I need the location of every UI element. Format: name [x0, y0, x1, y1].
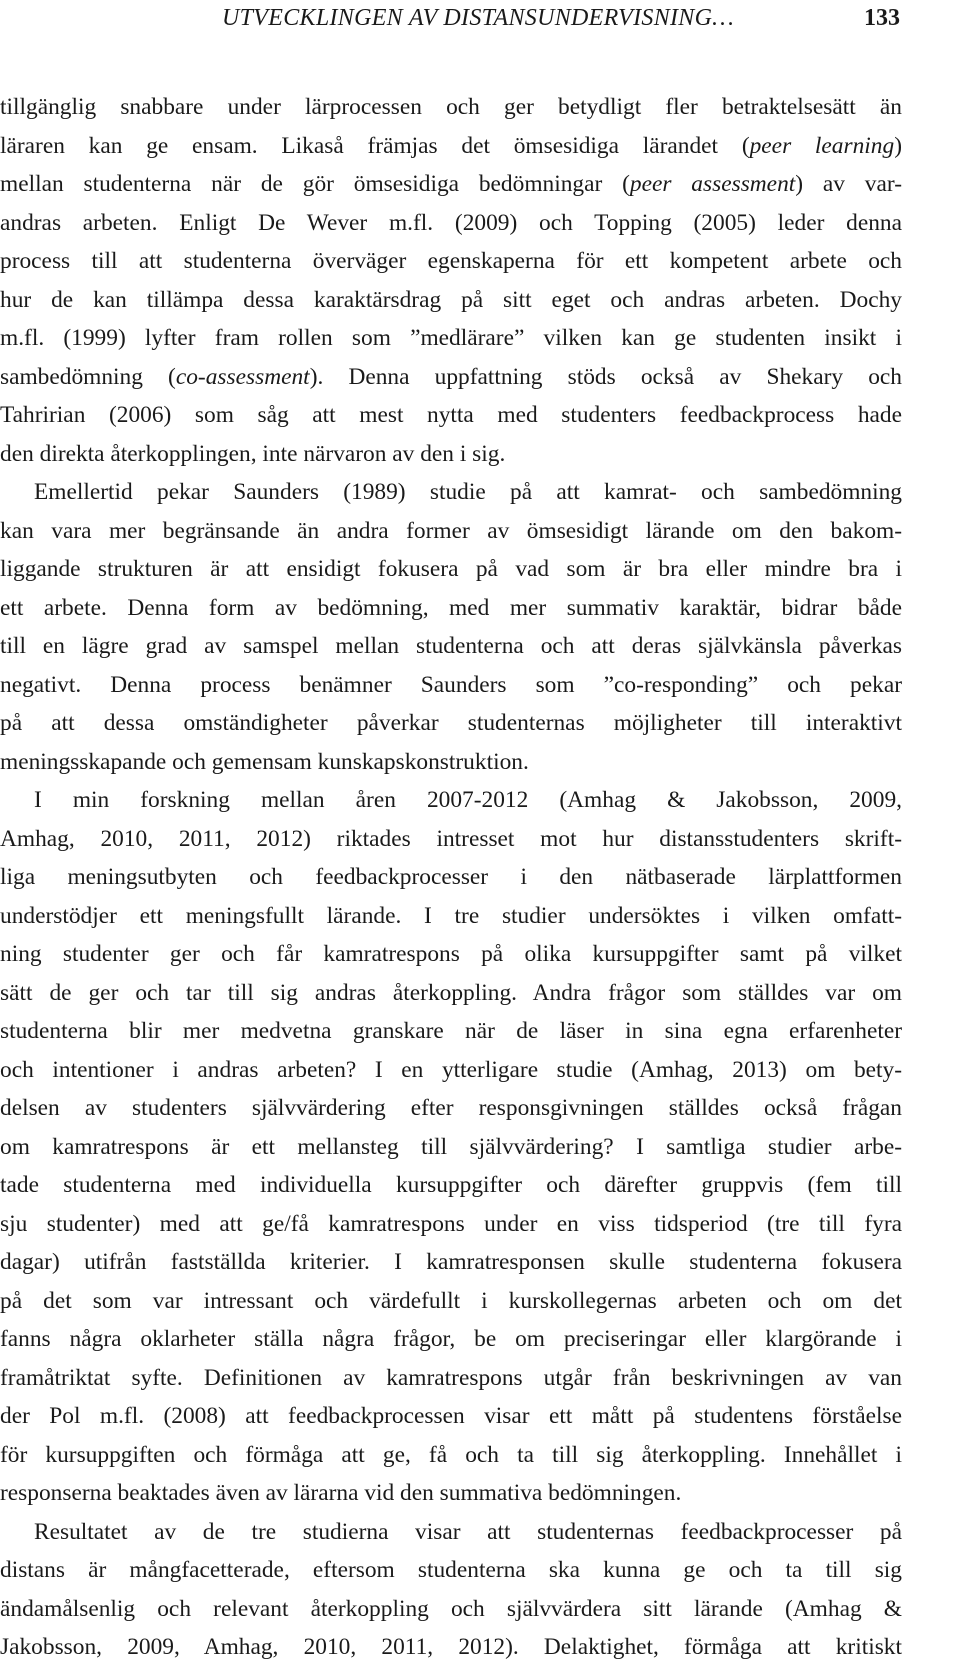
body-text: [0, 88, 902, 1667]
text-line: framåtriktat syfte. Definitionen av kamratrespons utgår från beskrivningen av van: [0, 1364, 902, 1391]
text-line: fanns några oklarheter ställa några frågor, be om preciseringar eller klargörande i: [0, 1326, 902, 1352]
text-line: Tahririan (2006) som såg att mest nytta med studenters feedbackprocess hade: [0, 402, 902, 428]
text-line: negativt. Denna process benämner Saunders som ”co-responding” och pekar: [0, 671, 902, 698]
text-line: m.fl. (1999) lyfter fram rollen som ”medlärare” vilken kan ge studenten insikt i: [0, 325, 902, 351]
text-line: der Pol m.fl. (2008) att feedbackprocessen visar ett mått på studentens förståelse: [0, 1403, 902, 1429]
text-line: sju studenter) med att ge/få kamratrespons under en viss tidsperiod (tre till fyra: [0, 1210, 902, 1237]
page-number: 133: [864, 5, 900, 31]
text-line: mellan studenterna när de gör ömsesidiga bedömningar (peer assessment) av var-: [0, 171, 902, 197]
text-line: läraren kan ge ensam. Likaså främjas det ömsesidiga lärandet (peer learning): [0, 132, 902, 159]
text-line: den direkta återkopplingen, inte närvaron av den i sig.: [0, 440, 506, 467]
text-line: och intentioner i andras arbeten? I en ytterligare studie (Amhag, 2013) om bety-: [0, 1056, 902, 1083]
text-line: ändamålsenlig och relevant återkoppling och självvärdera sitt lärande (Amhag &: [0, 1595, 902, 1622]
text-line: sätt de ger och tar till sig andras återkoppling. Andra frågor som ställdes var om: [0, 979, 902, 1006]
text-line: på att dessa omständigheter påverkar studenternas möjligheter till interaktivt: [0, 710, 902, 736]
text-line: delsen av studenters självvärdering efter responsgivningen ställdes också frågan: [0, 1095, 902, 1121]
text-line: Resultatet av de tre studierna visar att studenternas feedbackprocesser på: [34, 1518, 902, 1545]
text-line: tade studenterna med individuella kursuppgifter och därefter gruppvis (fem till: [0, 1172, 902, 1198]
text-line: meningsskapande och gemensam kunskapskonstruktion.: [0, 748, 529, 775]
running-head-title: UTVECKLINGEN AV DISTANSUNDERVISNING…: [222, 5, 734, 31]
text-line: dagar) utifrån fastställda kriterier. I kamratresponsen skulle studenterna fokusera: [0, 1249, 902, 1275]
text-line: liga meningsutbyten och feedbackprocesser i den nätbaserade lärplattformen: [0, 864, 902, 890]
text-line: Amhag, 2010, 2011, 2012) riktades intresset mot hur distansstudenters skrift-: [0, 825, 902, 852]
text-line: I min forskning mellan åren 2007-2012 (Amhag & Jakobsson, 2009,: [34, 787, 902, 813]
text-line: för kursuppgiften och förmåga att ge, få och ta till sig återkoppling. Innehållet i: [0, 1441, 902, 1468]
text-line: responserna beaktades även av lärarna vid den summativa bedömningen.: [0, 1480, 682, 1506]
text-line: tillgänglig snabbare under lärprocessen och ger betydligt fler betraktelsesätt än: [0, 94, 902, 120]
text-line: understödjer ett meningsfullt lärande. I tre studier undersöktes i vilken omfatt-: [0, 902, 902, 929]
text-line: andras arbeten. Enligt De Wever m.fl. (2009) och Topping (2005) leder denna: [0, 209, 902, 236]
text-line: studenterna blir mer medvetna granskare när de läser in sina egna erfarenheter: [0, 1018, 902, 1044]
text-line: kan vara mer begränsande än andra former av ömsesidigt lärande om den bakom-: [0, 517, 902, 544]
text-line: liggande strukturen är att ensidigt fokusera på vad som är bra eller mindre bra i: [0, 556, 902, 582]
text-line: distans är mångfacetterade, eftersom studenterna ska kunna ge och ta till sig: [0, 1557, 902, 1583]
text-line: ning studenter ger och får kamratrespons på olika kursuppgifter samt på vilket: [0, 941, 902, 967]
text-line: om kamratrespons är ett mellansteg till självvärdering? I samtliga studier arbe-: [0, 1133, 902, 1160]
text-line: process till att studenterna överväger egenskaperna för ett kompetent arbete och: [0, 248, 902, 274]
text-line: Jakobsson, 2009, Amhag, 2010, 2011, 2012). Delaktighet, förmåga att kritiskt: [0, 1634, 902, 1660]
text-line: hur de kan tillämpa dessa karaktärsdrag på sitt eget och andras arbeten. Dochy: [0, 286, 902, 313]
text-line: till en lägre grad av samspel mellan studenterna och att deras självkänsla påverkas: [0, 633, 902, 659]
text-line: sambedömning (co-assessment). Denna uppfattning stöds också av Shekary och: [0, 363, 903, 390]
text-line: Emellertid pekar Saunders (1989) studie på att kamrat- och sambedömning: [34, 479, 902, 505]
text-line: på det som var intressant och värdefullt i kurskollegernas arbeten och om det: [0, 1287, 902, 1314]
text-line: ett arbete. Denna form av bedömning, med mer summativ karaktär, bidrar både: [0, 594, 902, 621]
